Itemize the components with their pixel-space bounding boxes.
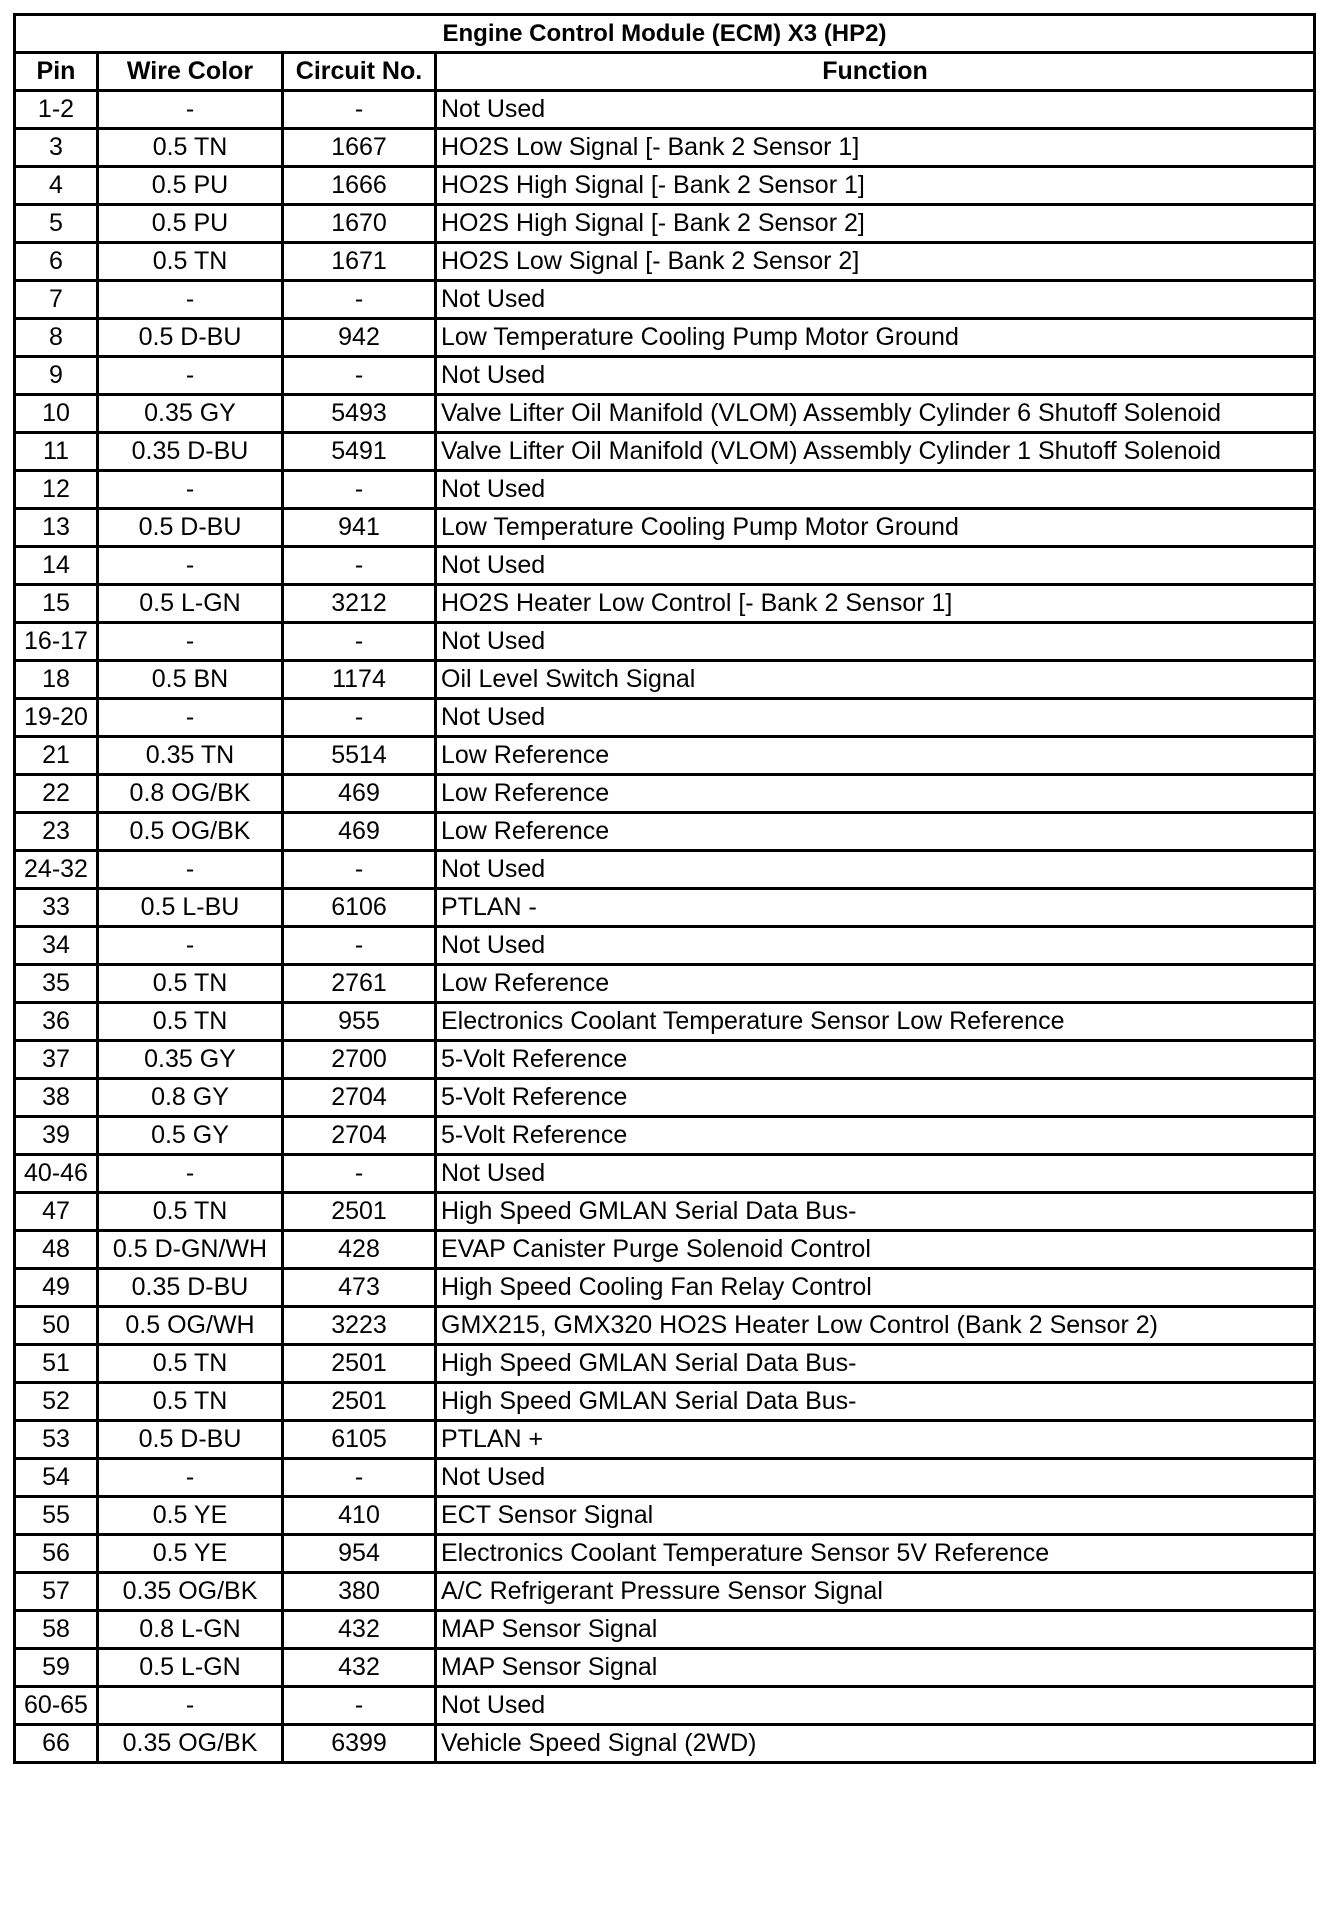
- wire-color-cell: 0.35 OG/BK: [98, 1573, 283, 1611]
- wire-color-cell: 0.5 D-BU: [98, 509, 283, 547]
- function-cell: High Speed Cooling Fan Relay Control: [436, 1269, 1315, 1307]
- table-row: [15, 1079, 1315, 1117]
- circuit-number-cell: 2704: [283, 1079, 436, 1117]
- pin-cell: 49: [15, 1269, 98, 1307]
- pin-cell: 6: [15, 243, 98, 281]
- circuit-number-cell: 432: [283, 1611, 436, 1649]
- pin-cell: 24-32: [15, 851, 98, 889]
- table-row: [15, 1459, 1315, 1497]
- wire-color-cell: 0.5 TN: [98, 1003, 283, 1041]
- pin-cell: 1-2: [15, 91, 98, 129]
- pin-cell: 33: [15, 889, 98, 927]
- table-row: [15, 433, 1315, 471]
- circuit-number-cell: -: [283, 851, 436, 889]
- circuit-number-cell: 942: [283, 319, 436, 357]
- table-row: [15, 1497, 1315, 1535]
- wire-color-cell: 0.8 GY: [98, 1079, 283, 1117]
- table-row: [15, 1421, 1315, 1459]
- wire-color-cell: -: [98, 281, 283, 319]
- circuit-number-cell: 469: [283, 813, 436, 851]
- wire-color-cell: 0.5 L-BU: [98, 889, 283, 927]
- function-cell: ECT Sensor Signal: [436, 1497, 1315, 1535]
- wire-color-cell: -: [98, 623, 283, 661]
- table-row: [15, 1535, 1315, 1573]
- pin-cell: 8: [15, 319, 98, 357]
- circuit-number-cell: -: [283, 927, 436, 965]
- pin-cell: 16-17: [15, 623, 98, 661]
- function-cell: EVAP Canister Purge Solenoid Control: [436, 1231, 1315, 1269]
- wire-color-cell: 0.5 YE: [98, 1535, 283, 1573]
- table-row: [15, 395, 1315, 433]
- column-header-function: Function: [436, 53, 1315, 91]
- pin-cell: 50: [15, 1307, 98, 1345]
- pin-cell: 54: [15, 1459, 98, 1497]
- table-row: [15, 357, 1315, 395]
- table-row: [15, 1003, 1315, 1041]
- circuit-number-cell: 6106: [283, 889, 436, 927]
- table-row: [15, 319, 1315, 357]
- pin-cell: 15: [15, 585, 98, 623]
- table-row: [15, 1231, 1315, 1269]
- table-row: [15, 623, 1315, 661]
- function-cell: Not Used: [436, 1459, 1315, 1497]
- wire-color-cell: 0.35 TN: [98, 737, 283, 775]
- wire-color-cell: 0.5 L-GN: [98, 1649, 283, 1687]
- circuit-number-cell: 2704: [283, 1117, 436, 1155]
- circuit-number-cell: 1667: [283, 129, 436, 167]
- pin-cell: 40-46: [15, 1155, 98, 1193]
- table-row: [15, 471, 1315, 509]
- function-cell: Valve Lifter Oil Manifold (VLOM) Assembly Cylinder 6 Shutoff Solenoid: [436, 395, 1315, 433]
- circuit-number-cell: -: [283, 471, 436, 509]
- circuit-number-cell: 3223: [283, 1307, 436, 1345]
- pin-cell: 7: [15, 281, 98, 319]
- function-cell: HO2S Low Signal [- Bank 2 Sensor 2]: [436, 243, 1315, 281]
- table-row: [15, 1611, 1315, 1649]
- table-row: [15, 1117, 1315, 1155]
- circuit-number-cell: -: [283, 547, 436, 585]
- function-cell: Not Used: [436, 547, 1315, 585]
- pin-cell: 18: [15, 661, 98, 699]
- wire-color-cell: 0.8 L-GN: [98, 1611, 283, 1649]
- function-cell: Low Reference: [436, 813, 1315, 851]
- circuit-number-cell: 954: [283, 1535, 436, 1573]
- wire-color-cell: 0.5 TN: [98, 1383, 283, 1421]
- function-cell: High Speed GMLAN Serial Data Bus-: [436, 1345, 1315, 1383]
- pin-cell: 39: [15, 1117, 98, 1155]
- circuit-number-cell: -: [283, 91, 436, 129]
- wire-color-cell: 0.5 TN: [98, 1345, 283, 1383]
- function-cell: Electronics Coolant Temperature Sensor 5V Reference: [436, 1535, 1315, 1573]
- wire-color-cell: 0.5 GY: [98, 1117, 283, 1155]
- table-row: [15, 889, 1315, 927]
- table-row: [15, 91, 1315, 129]
- table-row: [15, 1687, 1315, 1725]
- circuit-number-cell: 1174: [283, 661, 436, 699]
- function-cell: GMX215, GMX320 HO2S Heater Low Control (Bank 2 Sensor 2): [436, 1307, 1315, 1345]
- wire-color-cell: 0.5 PU: [98, 205, 283, 243]
- pin-cell: 10: [15, 395, 98, 433]
- table-row: [15, 813, 1315, 851]
- circuit-number-cell: 2501: [283, 1193, 436, 1231]
- circuit-number-cell: 5491: [283, 433, 436, 471]
- function-cell: Valve Lifter Oil Manifold (VLOM) Assembly Cylinder 1 Shutoff Solenoid: [436, 433, 1315, 471]
- circuit-number-cell: 1670: [283, 205, 436, 243]
- circuit-number-cell: 2761: [283, 965, 436, 1003]
- function-cell: HO2S Heater Low Control [- Bank 2 Sensor 1]: [436, 585, 1315, 623]
- circuit-number-cell: 473: [283, 1269, 436, 1307]
- function-cell: Not Used: [436, 281, 1315, 319]
- wire-color-cell: 0.5 D-GN/WH: [98, 1231, 283, 1269]
- table-row: [15, 1307, 1315, 1345]
- table-row: [15, 1155, 1315, 1193]
- function-cell: Not Used: [436, 1687, 1315, 1725]
- table-row: [15, 1345, 1315, 1383]
- table-row: [15, 243, 1315, 281]
- table-row: [15, 205, 1315, 243]
- wire-color-cell: 0.5 D-BU: [98, 1421, 283, 1459]
- function-cell: HO2S High Signal [- Bank 2 Sensor 1]: [436, 167, 1315, 205]
- function-cell: 5-Volt Reference: [436, 1079, 1315, 1117]
- table-row: [15, 281, 1315, 319]
- pin-cell: 36: [15, 1003, 98, 1041]
- circuit-number-cell: 410: [283, 1497, 436, 1535]
- table-row: [15, 167, 1315, 205]
- wire-color-cell: 0.35 D-BU: [98, 1269, 283, 1307]
- wire-color-cell: 0.35 OG/BK: [98, 1725, 283, 1763]
- wire-color-cell: -: [98, 1459, 283, 1497]
- function-cell: Vehicle Speed Signal (2WD): [436, 1725, 1315, 1763]
- column-header-circuit-no: Circuit No.: [283, 53, 436, 91]
- pin-cell: 59: [15, 1649, 98, 1687]
- wire-color-cell: 0.5 TN: [98, 243, 283, 281]
- table-row: [15, 1383, 1315, 1421]
- wire-color-cell: -: [98, 1155, 283, 1193]
- pin-cell: 47: [15, 1193, 98, 1231]
- circuit-number-cell: -: [283, 357, 436, 395]
- wire-color-cell: 0.8 OG/BK: [98, 775, 283, 813]
- pin-cell: 52: [15, 1383, 98, 1421]
- pin-cell: 14: [15, 547, 98, 585]
- pin-cell: 58: [15, 1611, 98, 1649]
- function-cell: MAP Sensor Signal: [436, 1649, 1315, 1687]
- pin-cell: 51: [15, 1345, 98, 1383]
- function-cell: Not Used: [436, 927, 1315, 965]
- circuit-number-cell: -: [283, 623, 436, 661]
- function-cell: High Speed GMLAN Serial Data Bus-: [436, 1193, 1315, 1231]
- function-cell: MAP Sensor Signal: [436, 1611, 1315, 1649]
- function-cell: PTLAN +: [436, 1421, 1315, 1459]
- circuit-number-cell: -: [283, 699, 436, 737]
- function-cell: Not Used: [436, 1155, 1315, 1193]
- circuit-number-cell: 428: [283, 1231, 436, 1269]
- function-cell: Not Used: [436, 699, 1315, 737]
- function-cell: 5-Volt Reference: [436, 1117, 1315, 1155]
- wire-color-cell: -: [98, 91, 283, 129]
- function-cell: Low Reference: [436, 775, 1315, 813]
- pin-cell: 13: [15, 509, 98, 547]
- table-body: [15, 91, 1315, 1763]
- pin-cell: 21: [15, 737, 98, 775]
- pin-cell: 12: [15, 471, 98, 509]
- circuit-number-cell: 3212: [283, 585, 436, 623]
- pin-cell: 3: [15, 129, 98, 167]
- function-cell: Low Reference: [436, 965, 1315, 1003]
- function-cell: Not Used: [436, 851, 1315, 889]
- circuit-number-cell: 2501: [283, 1383, 436, 1421]
- table-row: [15, 737, 1315, 775]
- pin-cell: 35: [15, 965, 98, 1003]
- wire-color-cell: -: [98, 699, 283, 737]
- function-cell: Not Used: [436, 471, 1315, 509]
- pin-cell: 11: [15, 433, 98, 471]
- pin-cell: 34: [15, 927, 98, 965]
- function-cell: Oil Level Switch Signal: [436, 661, 1315, 699]
- circuit-number-cell: 1666: [283, 167, 436, 205]
- pin-cell: 19-20: [15, 699, 98, 737]
- wire-color-cell: 0.5 TN: [98, 129, 283, 167]
- wire-color-cell: 0.35 GY: [98, 395, 283, 433]
- circuit-number-cell: -: [283, 1459, 436, 1497]
- table-row: [15, 509, 1315, 547]
- function-cell: HO2S Low Signal [- Bank 2 Sensor 1]: [436, 129, 1315, 167]
- circuit-number-cell: -: [283, 1155, 436, 1193]
- wire-color-cell: -: [98, 471, 283, 509]
- function-cell: High Speed GMLAN Serial Data Bus-: [436, 1383, 1315, 1421]
- circuit-number-cell: 2501: [283, 1345, 436, 1383]
- wire-color-cell: 0.5 YE: [98, 1497, 283, 1535]
- column-header-pin: Pin: [15, 53, 98, 91]
- wire-color-cell: -: [98, 357, 283, 395]
- table-row: [15, 1573, 1315, 1611]
- wire-color-cell: 0.5 TN: [98, 965, 283, 1003]
- table-row: [15, 1269, 1315, 1307]
- function-cell: Not Used: [436, 357, 1315, 395]
- wire-color-cell: 0.35 GY: [98, 1041, 283, 1079]
- function-cell: Not Used: [436, 623, 1315, 661]
- table-row: [15, 585, 1315, 623]
- connector-pinout-table: [13, 13, 1316, 1764]
- table-row: [15, 661, 1315, 699]
- function-cell: A/C Refrigerant Pressure Sensor Signal: [436, 1573, 1315, 1611]
- table-row: [15, 965, 1315, 1003]
- wire-color-cell: 0.5 D-BU: [98, 319, 283, 357]
- wire-color-cell: 0.35 D-BU: [98, 433, 283, 471]
- function-cell: PTLAN -: [436, 889, 1315, 927]
- pin-cell: 60-65: [15, 1687, 98, 1725]
- circuit-number-cell: 955: [283, 1003, 436, 1041]
- pin-cell: 48: [15, 1231, 98, 1269]
- circuit-number-cell: 5493: [283, 395, 436, 433]
- function-cell: Electronics Coolant Temperature Sensor Low Reference: [436, 1003, 1315, 1041]
- pin-cell: 38: [15, 1079, 98, 1117]
- pin-cell: 5: [15, 205, 98, 243]
- table-row: [15, 775, 1315, 813]
- column-header-wire-color: Wire Color: [98, 53, 283, 91]
- circuit-number-cell: 6105: [283, 1421, 436, 1459]
- function-cell: Not Used: [436, 91, 1315, 129]
- circuit-number-cell: 469: [283, 775, 436, 813]
- table-row: [15, 927, 1315, 965]
- circuit-number-cell: 2700: [283, 1041, 436, 1079]
- circuit-number-cell: -: [283, 1687, 436, 1725]
- wire-color-cell: 0.5 OG/BK: [98, 813, 283, 851]
- wire-color-cell: 0.5 PU: [98, 167, 283, 205]
- pin-cell: 22: [15, 775, 98, 813]
- pin-cell: 55: [15, 1497, 98, 1535]
- table-title-row: [15, 15, 1315, 53]
- function-cell: HO2S High Signal [- Bank 2 Sensor 2]: [436, 205, 1315, 243]
- circuit-number-cell: 380: [283, 1573, 436, 1611]
- table-row: [15, 1725, 1315, 1763]
- pin-cell: 37: [15, 1041, 98, 1079]
- wire-color-cell: -: [98, 927, 283, 965]
- pin-cell: 23: [15, 813, 98, 851]
- function-cell: Low Reference: [436, 737, 1315, 775]
- pin-cell: 53: [15, 1421, 98, 1459]
- table-row: [15, 1041, 1315, 1079]
- wire-color-cell: -: [98, 1687, 283, 1725]
- table-row: [15, 547, 1315, 585]
- circuit-number-cell: 5514: [283, 737, 436, 775]
- table-row: [15, 1193, 1315, 1231]
- table-row: [15, 129, 1315, 167]
- table-row: [15, 1649, 1315, 1687]
- table-row: [15, 699, 1315, 737]
- pin-cell: 56: [15, 1535, 98, 1573]
- wire-color-cell: 0.5 OG/WH: [98, 1307, 283, 1345]
- circuit-number-cell: 1671: [283, 243, 436, 281]
- table-title: Engine Control Module (ECM) X3 (HP2): [15, 15, 1315, 53]
- pin-cell: 9: [15, 357, 98, 395]
- wire-color-cell: 0.5 TN: [98, 1193, 283, 1231]
- wire-color-cell: -: [98, 547, 283, 585]
- wire-color-cell: 0.5 BN: [98, 661, 283, 699]
- circuit-number-cell: 432: [283, 1649, 436, 1687]
- pin-cell: 57: [15, 1573, 98, 1611]
- pin-cell: 4: [15, 167, 98, 205]
- pin-cell: 66: [15, 1725, 98, 1763]
- function-cell: Low Temperature Cooling Pump Motor Ground: [436, 319, 1315, 357]
- table-row: [15, 851, 1315, 889]
- wire-color-cell: 0.5 L-GN: [98, 585, 283, 623]
- function-cell: 5-Volt Reference: [436, 1041, 1315, 1079]
- circuit-number-cell: 6399: [283, 1725, 436, 1763]
- function-cell: Low Temperature Cooling Pump Motor Ground: [436, 509, 1315, 547]
- circuit-number-cell: -: [283, 281, 436, 319]
- wire-color-cell: -: [98, 851, 283, 889]
- table-header-row: [15, 53, 1315, 91]
- circuit-number-cell: 941: [283, 509, 436, 547]
